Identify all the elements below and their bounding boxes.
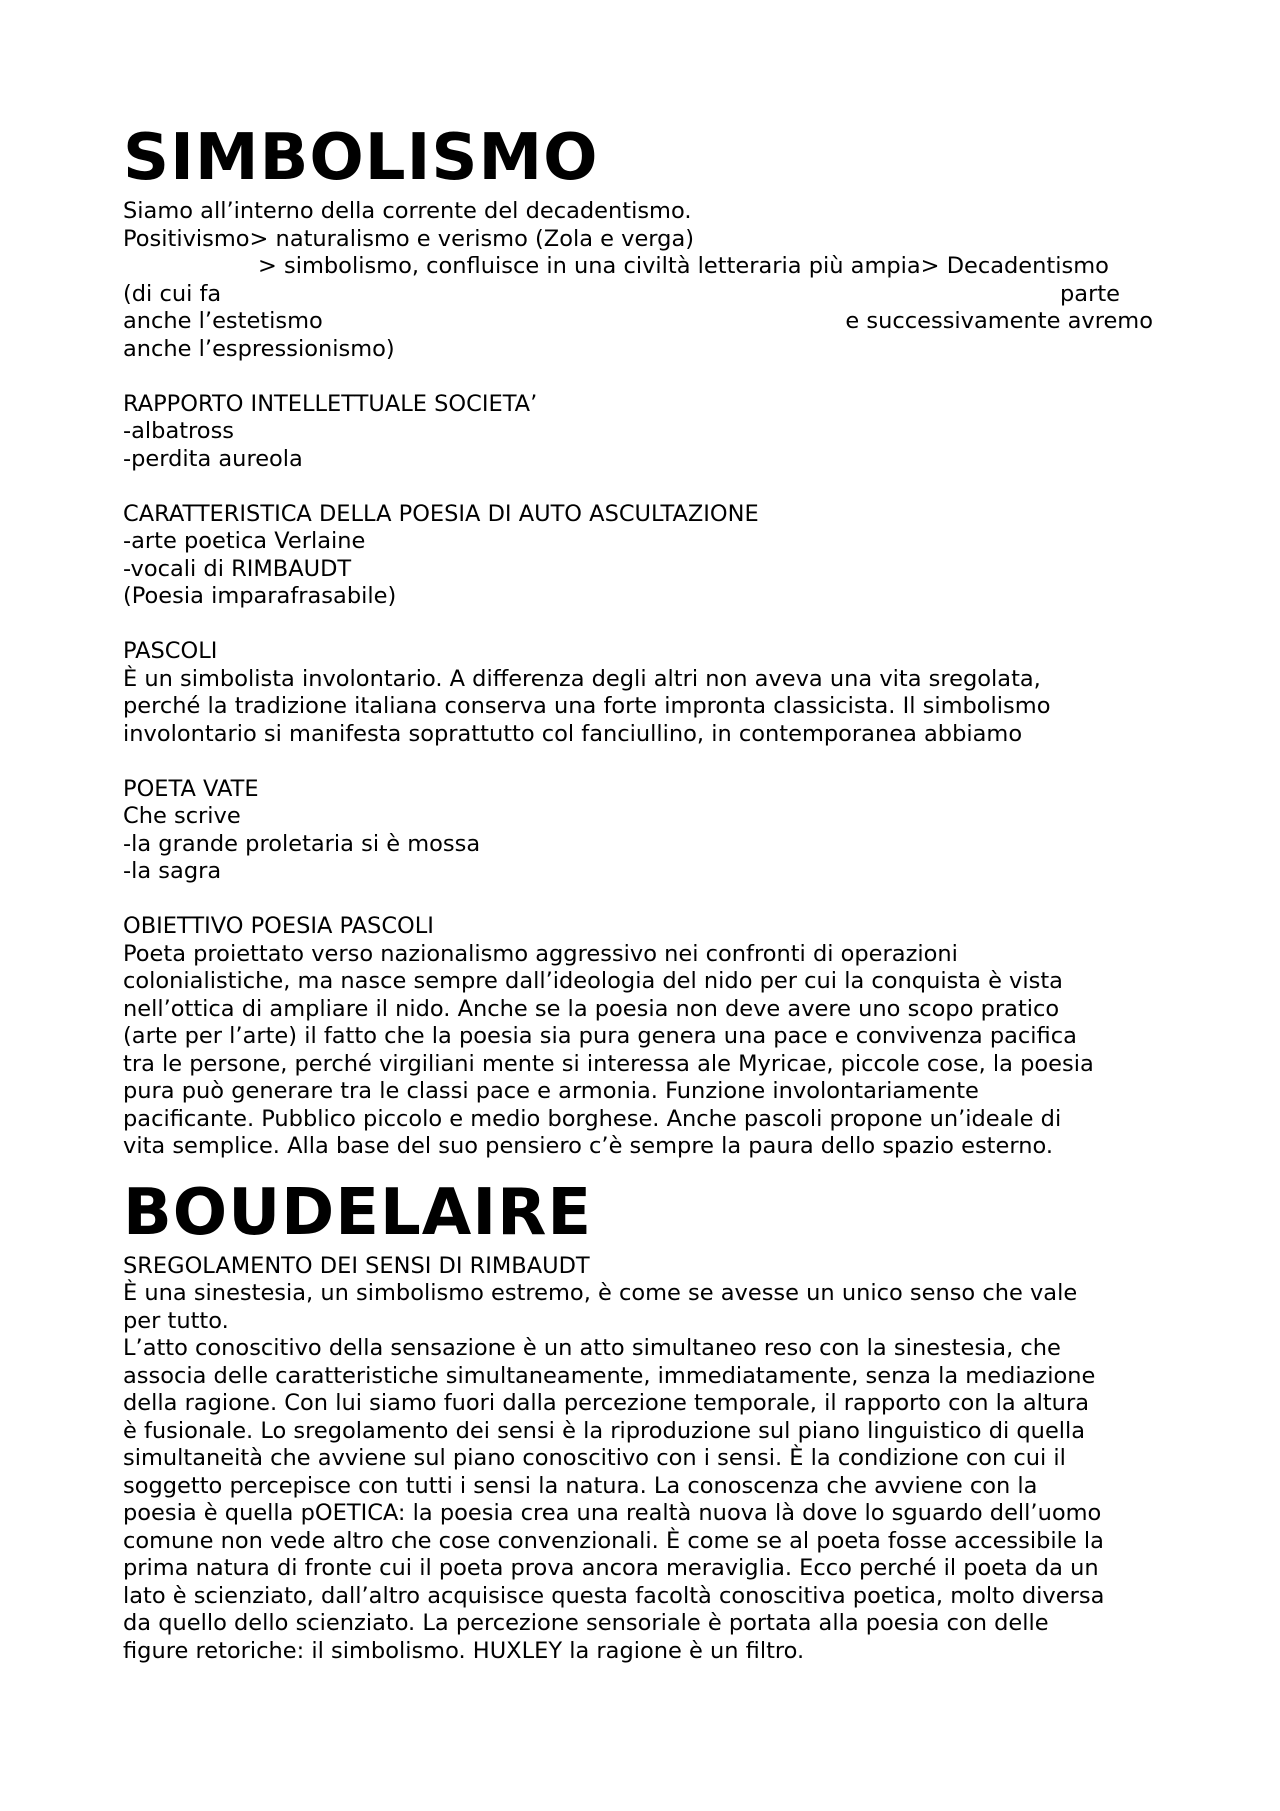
list-item: -perdita aureola (123, 445, 303, 472)
section-heading-sregolamento: SREGOLAMENTO DEI SENSI DI RIMBAUDT (123, 1252, 590, 1279)
paragraph-line: pura può generare tra le classi pace e armonia. Funzione involontariamente (123, 1078, 979, 1104)
paragraph-line: vita semplice. Alla base del suo pensiero c’è sempre la paura dello spazio esterno. (123, 1133, 1053, 1159)
paragraph-line: è fusionale. Lo sregolamento dei sensi è la riproduzione sul piano linguistico di quella (123, 1417, 1086, 1444)
paragraph-line: prima natura di fronte cui il poeta prova ancora meraviglia. Ecco perché il poeta da un (123, 1555, 1099, 1581)
intro-split-2-right: e successivamente avremo (845, 308, 1153, 334)
intro-split-line-2 (123, 308, 1153, 336)
intro-split-2-left: anche l’estetismo (123, 308, 323, 334)
paragraph-line: L’atto conoscitivo della sensazione è un atto simultaneo reso con la sinestesia, che (123, 1335, 1061, 1361)
paragraph-line: poesia è quella pOETICA: la poesia crea una realtà nuova là dove lo sguardo dell’uomo (123, 1500, 1102, 1526)
section-heading-caratteristica: CARATTERISTICA DELLA POESIA DI AUTO ASCULTAZIONE (123, 500, 759, 527)
paragraph-line: colonialistiche, ma nasce sempre dall’ideologia del nido per cui la conquista è vista (123, 968, 1063, 994)
list-item: -albatross (123, 418, 235, 444)
list-item: -la grande proletaria si è mossa (123, 830, 481, 857)
paragraph-line: perché la tradizione italiana conserva una forte impronta classicista. Il simbolismo (123, 693, 1051, 719)
intro-line-1: Siamo all’interno della corrente del decadentismo. (123, 198, 692, 224)
paragraph-line: nell’ottica di ampliare il nido. Anche se la poesia non deve avere uno scopo pratico (123, 995, 1060, 1022)
list-item: -vocali di RIMBAUDT (123, 555, 352, 582)
paragraph-line: (arte per l’arte) il fatto che la poesia sia pura genera una pace e convivenza pacifica (123, 1023, 1077, 1049)
paragraph-line: simultaneità che avviene sul piano conoscitivo con i sensi. È la condizione con cui il (123, 1445, 1066, 1471)
paragraph-line: Poeta proiettato verso nazionalismo aggressivo nei confronti di operazioni (123, 940, 958, 967)
intro-line-last: anche l’espressionismo) (123, 335, 395, 362)
paragraph-line: lato è scienziato, dall’altro acquisisce questa facoltà conoscitiva poetica, molto diversa (123, 1582, 1105, 1609)
paragraph-line: associa delle caratteristiche simultaneamente, immediatamente, senza la mediazione (123, 1362, 1096, 1389)
paragraph-line: involontario si manifesta soprattutto col fanciullino, in contemporanea abbiamo (123, 720, 1023, 747)
paragraph-line: comune non vede altro che cose convenzionali. È come se al poeta fosse accessibile la (123, 1527, 1104, 1554)
paragraph-line: per tutto. (123, 1307, 229, 1334)
document-page (123, 118, 1173, 1665)
list-item: -la sagra (123, 858, 222, 884)
intro-line-3: > simbolismo, confluisce in una civiltà letteraria più ampia> Decadentismo (258, 253, 1109, 279)
paragraph-line: della ragione. Con lui siamo fuori dalla percezione temporale, il rapporto con la altura (123, 1390, 1089, 1416)
paragraph-line: figure retoriche: il simbolismo. HUXLEY la ragione è un filtro. (123, 1637, 805, 1664)
paragraph-line: pacificante. Pubblico piccolo e medio borghese. Anche pascoli propone un’ideale di (123, 1105, 1062, 1132)
paragraph-line: tra le persone, perché virgiliani mente si interessa ale Myricae, piccole cose, la poesia (123, 1050, 1094, 1077)
paragraph-line: da quello dello scienziato. La percezione sensoriale è portata alla poesia con delle (123, 1610, 1049, 1636)
intro-split-line-1 (123, 281, 1120, 309)
section-heading-pascoli: PASCOLI (123, 638, 218, 664)
paragraph-line: soggetto percepisce con tutti i sensi la natura. La conoscenza che avviene con la (123, 1472, 1038, 1499)
section-heading-obiettivo: OBIETTIVO POESIA PASCOLI (123, 913, 434, 939)
intro-split-1-right: parte (1060, 280, 1120, 307)
intro-line-2: Positivismo> naturalismo e verismo (Zola e verga) (123, 225, 695, 252)
list-item: Che scrive (123, 803, 241, 829)
paragraph-line: È un simbolista involontario. A differenza degli altri non aveva una vita sregolata, (123, 665, 1041, 692)
list-item: -arte poetica Verlaine (123, 528, 366, 554)
section-heading-rapporto: RAPPORTO INTELLETTUALE SOCIETA’ (123, 390, 538, 417)
intro-split-1-left: (di cui fa (123, 280, 222, 307)
title-boudelaire: BOUDELAIRE (123, 1175, 593, 1250)
title-simbolismo: SIMBOLISMO (123, 121, 599, 195)
section-heading-poeta-vate: POETA VATE (123, 775, 259, 802)
paragraph-line: È una sinestesia, un simbolismo estremo, è come se avesse un unico senso che vale (123, 1280, 1078, 1306)
list-item: (Poesia imparafrasabile) (123, 583, 397, 609)
